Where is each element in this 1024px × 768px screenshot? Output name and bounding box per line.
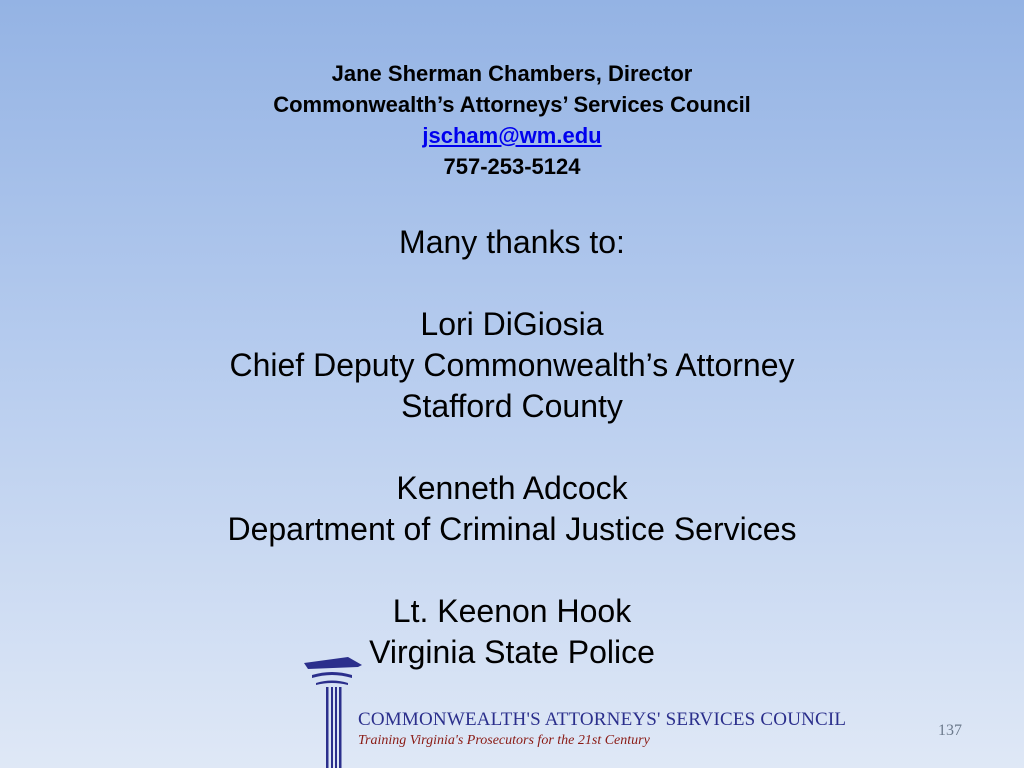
- page-number: 137: [938, 722, 962, 739]
- person-org: Stafford County: [401, 388, 623, 424]
- phone-number: 757-253-5124: [443, 154, 581, 179]
- logo-tagline: Training Virginia's Prosecutors for the 21st Century: [358, 733, 650, 748]
- logo-title: COMMONWEALTH'S ATTORNEYS' SERVICES COUNCIL: [358, 709, 847, 730]
- person-name: Lori DiGiosia: [420, 306, 604, 342]
- director-name: Jane Sherman Chambers, Director: [331, 61, 693, 86]
- person-org: Virginia State Police: [369, 634, 655, 670]
- email-link[interactable]: jscham@wm.edu: [422, 123, 602, 148]
- person-name: Lt. Keenon Hook: [392, 593, 632, 629]
- person-title: Chief Deputy Commonwealth’s Attorney: [229, 347, 795, 383]
- organization-name: Commonwealth’s Attorneys’ Services Council: [273, 92, 751, 117]
- contact-block: [0, 58, 1024, 182]
- acknowledgements: [0, 222, 1024, 673]
- person-name: Kenneth Adcock: [396, 470, 628, 506]
- council-logo: [300, 655, 847, 768]
- person-org: Department of Criminal Justice Services: [227, 511, 797, 547]
- thanks-heading: Many thanks to:: [399, 224, 625, 260]
